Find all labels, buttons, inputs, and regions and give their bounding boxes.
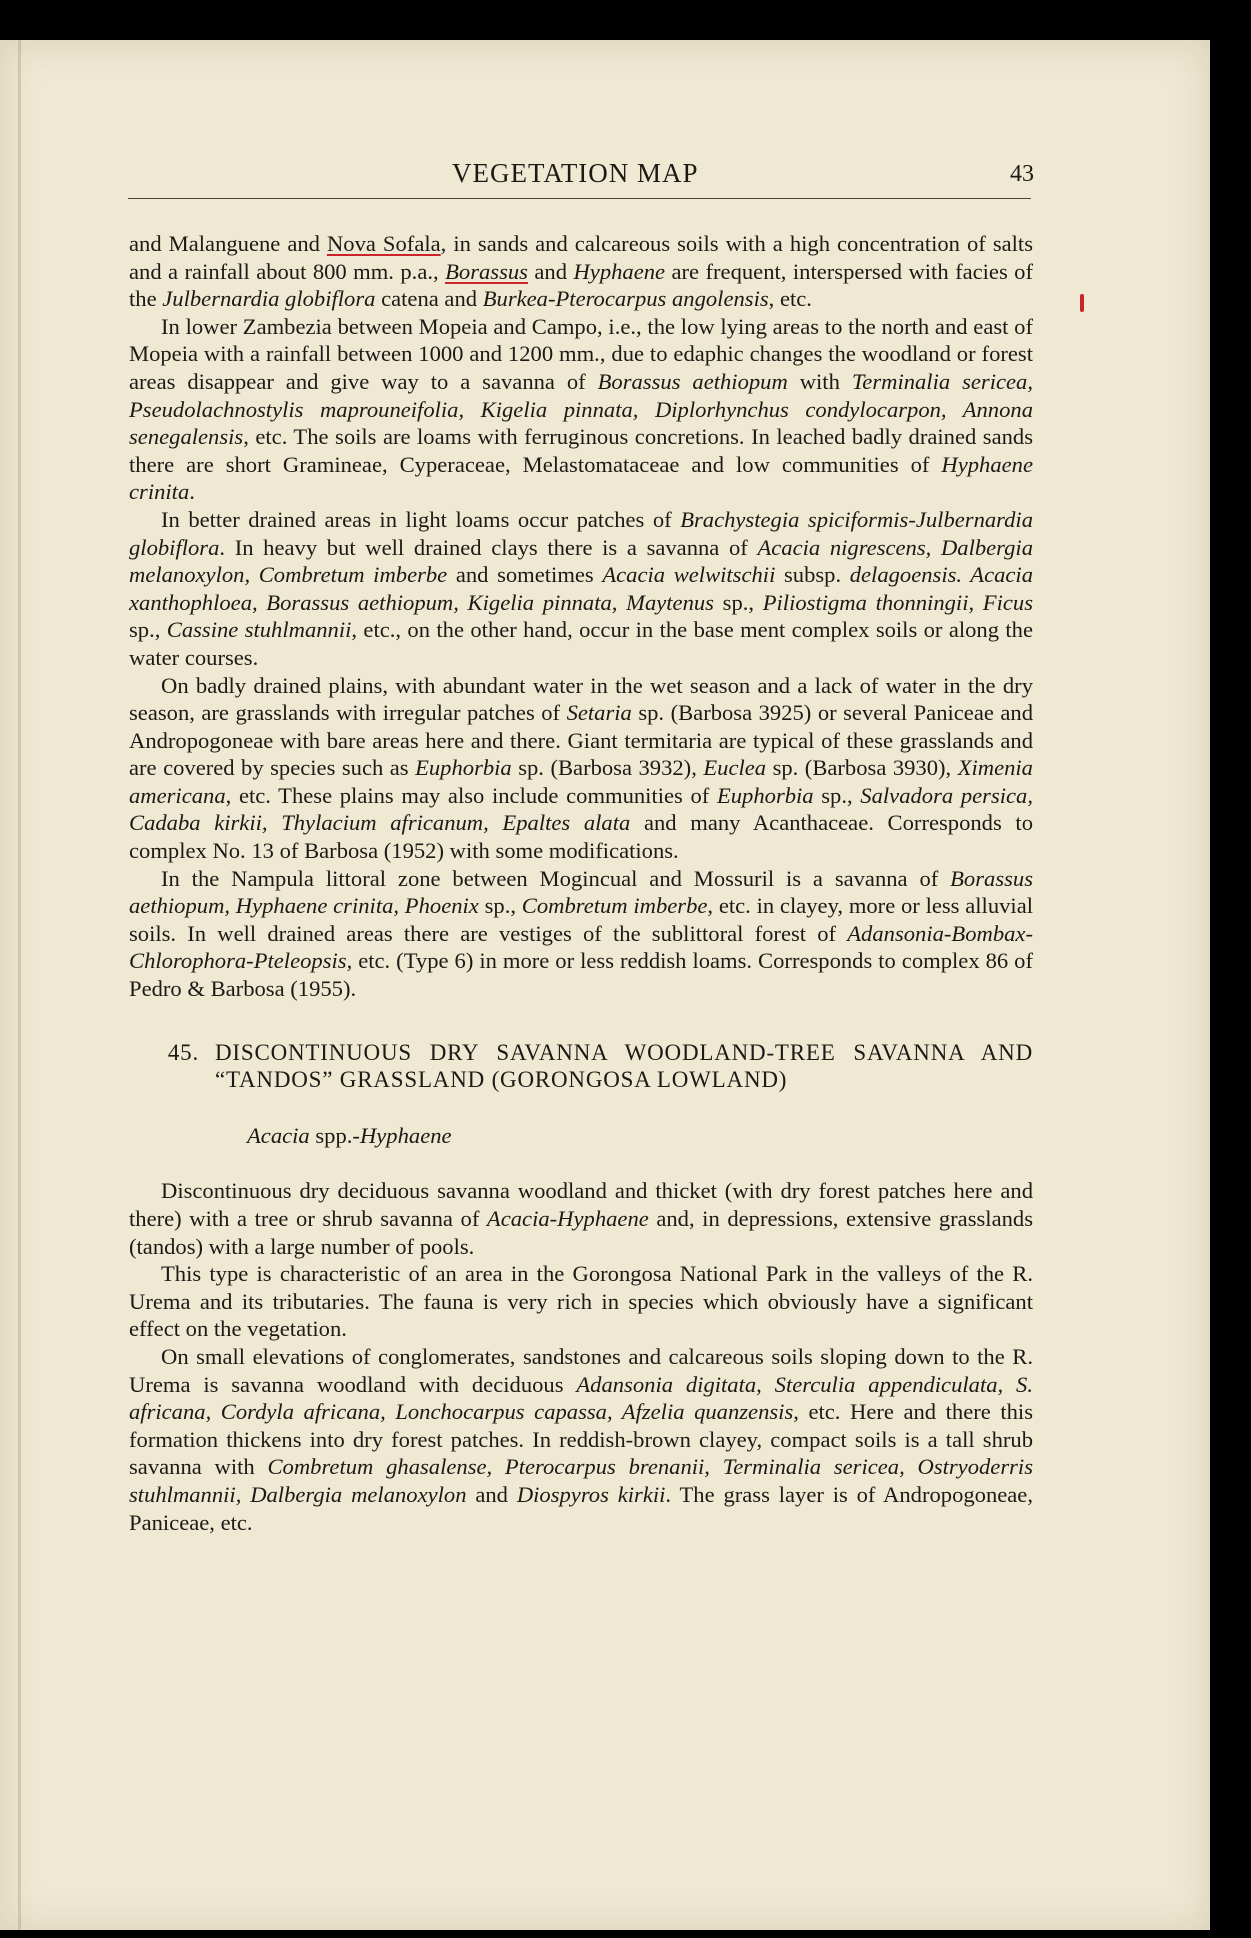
page-body <box>129 230 1033 1536</box>
paragraph-4: On badly drained plains, with abundant water in the wet season and a lack of water in the dry season, are grasslands with irregular patches of Setaria sp. (Barbosa 3925) or several Paniceae and Andropogoneae with bare areas here and there. Giant termitaria are typical of these grasslands and are covered by species such as Euphorbia sp. (Barbosa 3932), Euclea sp. (Barbosa 3930), Ximenia americana, etc. These plains may also include communities of Euphorbia sp., Salvadora persica, Cadaba kirkii, Thylacium africanum, Epaltes alata and many Acanthaceae. Corresponds to complex No. 13 of Barbosa (1952) with some modifications. <box>129 672 1033 864</box>
underlined-place-name: Nova Sofala <box>326 231 441 256</box>
section-heading <box>129 1039 1033 1094</box>
section-title: DISCONTINUOUS DRY SAVANNA WOODLAND-TREE SAVANNA AND “TANDOS” GRASSLAND (GORONGOSA LOWLAND) <box>215 1039 1033 1093</box>
paragraph-1: and Malanguene and Nova Sofala, in sands and calcareous soils with a high concentration of salts and a rainfall about 800 mm. p.a., Borassus and Hyphaene are frequent, interspersed with facies of the Julbernardia globiflora catena and Burkea-Pterocarpus angolensis, etc. <box>129 231 1034 312</box>
page-header <box>0 158 1210 202</box>
section-paragraph-2: This type is characteristic of an area in the Gorongosa National Park in the valleys of the R. Urema and its tributaries. The fauna is very rich in species which obviously have a significant effect on the vegetation. <box>129 1261 1033 1342</box>
paragraph-3: In better drained areas in light loams occur patches of Brachystegia spiciformis-Julbernardia globiflora. In heavy but well drained clays there is a savanna of Acacia nigrescens, Dalbergia melanoxylon, Combretum imberbe and sometimes Acacia welwitschii subsp. delagoensis. Acacia xanthophloea, Borassus aethiopum, Kigelia pinnata, Maytenus sp., Piliostigma thonningii, Ficus sp., Cassine stuhlmannii, etc., on the other hand, occur in the base ment complex soils or along the water courses. <box>129 506 1033 670</box>
section-paragraph-3: On small elevations of conglomerates, sandstones and calcareous soils sloping down to the R. Urema is savanna woodland with deciduous Adansonia digitata, Sterculia appendiculata, S. africana, Cordyla africana, Lonchocarpus capassa, Afzelia quanzensis, etc. Here and there this formation thickens into dry forest patches. In reddish-brown clayey, compact soils is a tall shrub savanna with Combretum ghasalense, Pterocarpus brenanii, Terminalia sericea, Ostryoderris stuhlmannii, Dalbergia melanoxylon and Diospyros kirkii. The grass layer is of Andropogoneae, Paniceae, etc. <box>129 1343 1033 1535</box>
paragraph-5: In the Nampula littoral zone between Mogincual and Mossuril is a savanna of Borassus aethiopum, Hyphaene crinita, Phoenix sp., Combretum imberbe, etc. in clayey, more or less alluvial soils. In well drained areas there are vestiges of the sublittoral forest of Adansonia-Bombax-Chlorophora-Pteleopsis, etc. (Type 6) in more or less reddish loams. Corresponds to complex 86 of Pedro & Barbosa (1955). <box>129 865 1033 1002</box>
header-rule <box>128 198 1031 199</box>
margin-pen-mark <box>1080 294 1084 312</box>
book-page <box>0 40 1210 1930</box>
paragraph-2: In lower Zambezia between Mopeia and Campo, i.e., the low lying areas to the north and east of Mopeia with a rainfall between 1000 and 1200 mm., due to edaphic changes the woodland or forest areas disappear and give way to a savanna of Borassus aethiopum with Terminalia sericea, Pseudolachnostylis maprouneifolia, Kigelia pinnata, Diplorhynchus condylocarpon, Annona senegalensis, etc. The soils are loams with ferruginous concretions. In leached badly drained sands there are short Gramineae, Cyperaceae, Melastomataceae and low communities of Hyphaene crinita. <box>129 313 1033 505</box>
section-number: 45. <box>167 1039 199 1065</box>
underlined-genus: Borassus <box>445 258 528 284</box>
section-paragraph-1: Discontinuous dry deciduous savanna woodland and thicket (with dry forest patches here and there) with a tree or shrub savanna of Acacia-Hyphaene and, in depressions, extensive grasslands (tandos) with a large number of pools. <box>129 1178 1033 1259</box>
running-title: VEGETATION MAP <box>452 158 699 188</box>
section-subtitle: Acacia spp.-Hyphaene <box>247 1122 452 1148</box>
page-number: 43 <box>1010 161 1034 187</box>
